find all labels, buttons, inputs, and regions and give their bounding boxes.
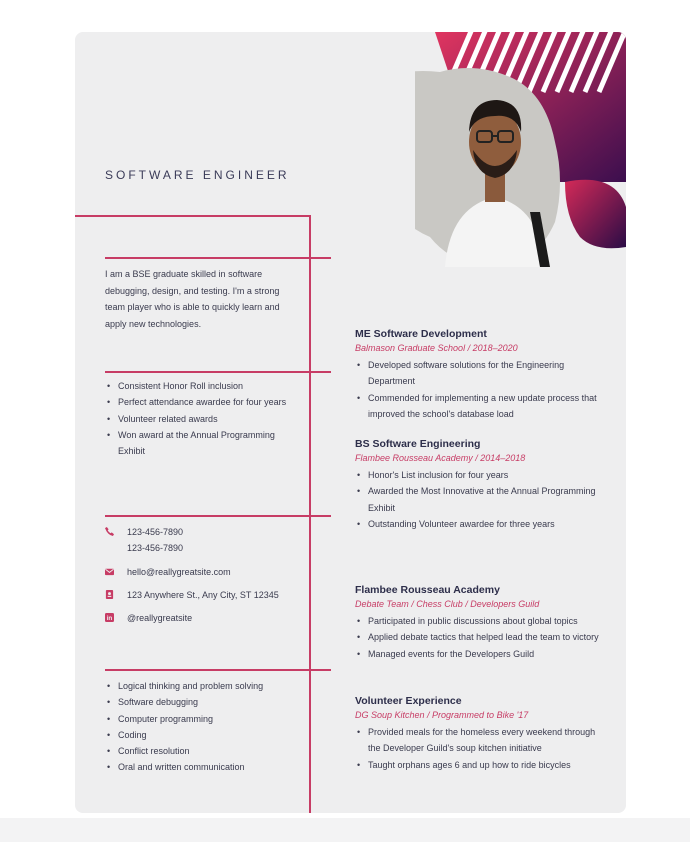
activity-title: Volunteer Experience — [355, 695, 462, 707]
contact-block — [105, 524, 305, 556]
school-line: Flambee Rousseau Academy / 2014–2018 — [355, 453, 526, 463]
list-item: • Developed software solutions for the Engineering Department — [355, 357, 605, 390]
list-item: • Logical thinking and problem solving — [105, 678, 305, 694]
divider — [105, 371, 331, 373]
email-row — [105, 564, 305, 580]
list-item: • Consistent Honor Roll inclusion — [105, 378, 295, 394]
phone-number[interactable]: 123-456-7890 — [127, 543, 184, 553]
list-item: • Awarded the Most Innovative at the Annual Programming Exhibit — [355, 483, 605, 516]
location-icon — [105, 590, 114, 599]
awards-list — [105, 378, 295, 459]
email-icon — [105, 567, 114, 576]
list-item: • Oral and written communication — [105, 759, 305, 775]
phone-number[interactable]: 123-456-7890 — [127, 527, 184, 537]
list-item: • Perfect attendance awardee for four years — [105, 394, 295, 410]
divider — [105, 515, 331, 517]
degree-title: BS Software Engineering — [355, 438, 481, 450]
resume-page — [75, 32, 626, 813]
activity-roles: DG Soup Kitchen / Programmed to Bike '17 — [355, 710, 529, 720]
school-line: Balmason Graduate School / 2018–2020 — [355, 343, 518, 353]
svg-text:in: in — [106, 615, 113, 622]
divider — [75, 215, 311, 217]
linkedin-icon — [105, 613, 114, 622]
list-item: • Honor's List inclusion for four years — [355, 467, 605, 483]
list-item: • Provided meals for the homeless every weekend through the Developer Guild's soup kitchen initiative — [355, 724, 605, 757]
header-decoration — [415, 32, 626, 272]
list-item: • Outstanding Volunteer awardee for three years — [355, 516, 605, 532]
list-item: • Commended for implementing a new update process that improved the school's database load — [355, 390, 605, 423]
education-entry — [355, 437, 605, 532]
social-handle[interactable]: @reallygreatsite — [127, 613, 193, 623]
footer-band — [0, 818, 690, 842]
vertical-divider — [309, 215, 311, 813]
summary-text: I am a BSE graduate skilled in software debugging, design, and testing. I'm a strong team player who is able to quickly learn and apply new technologies. — [105, 269, 280, 329]
list-item: • Participated in public discussions about global topics — [355, 613, 605, 629]
activity-entry — [355, 694, 605, 773]
list-item: • Software debugging — [105, 694, 305, 710]
list-item: • Applied debate tactics that helped lead the team to victory — [355, 629, 605, 645]
skills-list — [105, 678, 305, 776]
address-text: 123 Anywhere St., Any City, ST 12345 — [127, 590, 279, 600]
activity-roles: Debate Team / Chess Club / Developers Guild — [355, 599, 540, 609]
email-address[interactable]: hello@reallygreatsite.com — [127, 567, 231, 577]
phone-icon — [105, 527, 114, 536]
education-entry — [355, 327, 605, 422]
social-row — [105, 610, 305, 626]
list-item: • Computer programming — [105, 711, 305, 727]
list-item: • Managed events for the Developers Guild — [355, 646, 605, 662]
list-item: • Conflict resolution — [105, 743, 305, 759]
list-item: • Taught orphans ages 6 and up how to ride bicycles — [355, 757, 605, 773]
address-row — [105, 587, 305, 603]
phone-row — [105, 524, 305, 556]
divider — [105, 257, 331, 259]
activity-entry — [355, 583, 605, 662]
divider — [105, 669, 331, 671]
list-item: • Coding — [105, 727, 305, 743]
list-item: • Won award at the Annual Programming Exhibit — [105, 427, 295, 460]
list-item: • Volunteer related awards — [105, 411, 295, 427]
degree-title: ME Software Development — [355, 328, 487, 340]
job-title: SOFTWARE ENGINEER — [105, 168, 290, 182]
activity-title: Flambee Rousseau Academy — [355, 584, 500, 596]
